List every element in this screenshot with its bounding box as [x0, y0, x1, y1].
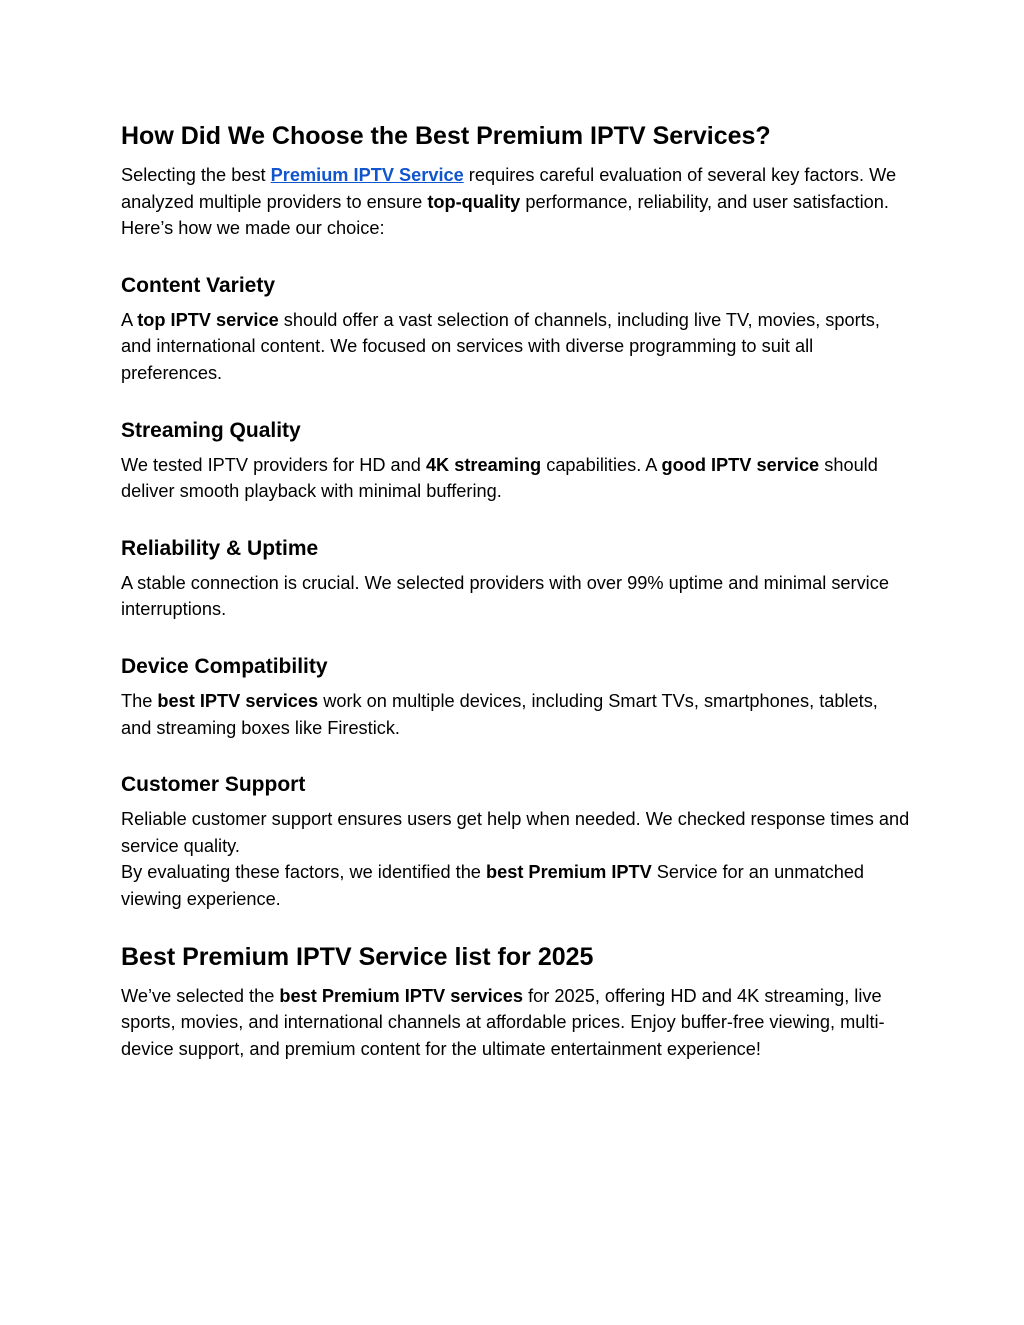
- content-variety-paragraph: [121, 307, 911, 387]
- streaming-quality-paragraph: [121, 452, 911, 505]
- heading-content-variety: Content Variety: [121, 273, 276, 297]
- best-list-paragraph: [121, 983, 911, 1063]
- bl-text-1: We’ve selected the: [121, 985, 280, 1006]
- dc-bold-best-iptv-services: best IPTV services: [157, 690, 319, 711]
- conclusion-bold-best-premium-iptv: best Premium IPTV: [485, 862, 652, 883]
- document-page: [121, 121, 911, 1062]
- bl-bold-best-premium-iptv-services: best Premium IPTV services: [279, 985, 524, 1006]
- cv-text-2: should offer a vast selection of channels, including live TV, movies, sports, and international content. We focused on services with diverse programming to suit all preferences.: [121, 309, 880, 383]
- conclusion-text-2: Service for an unmatched viewing experience.: [121, 862, 865, 909]
- conclusion-paragraph: [121, 859, 911, 912]
- heading-reliability-uptime: Reliability & Uptime: [121, 536, 319, 560]
- heading-device-compatibility: Device Compatibility: [121, 654, 328, 678]
- intro-paragraph: [121, 162, 911, 242]
- conclusion-text-1: By evaluating these factors, we identified the: [121, 862, 486, 883]
- bl-text-2: for 2025, offering HD and 4K streaming, live sports, movies, and international channels at affordable prices. Enjoy buffer-free viewing, multi-device support, and premium content for the ultimate entertainment experience!: [121, 985, 885, 1059]
- intro-text-3: performance, reliability, and user satisfaction. Here’s how we made our choice:: [121, 191, 889, 239]
- sq-bold-4k-streaming: 4K streaming: [425, 454, 542, 475]
- intro-bold-top-quality: top-quality: [427, 191, 521, 212]
- sq-text-2: capabilities. A: [541, 454, 662, 475]
- premium-iptv-service-link[interactable]: Premium IPTV Service: [270, 165, 464, 185]
- sq-text-1: We tested IPTV providers for HD and: [121, 454, 426, 475]
- dc-text-2: work on multiple devices, including Smart TVs, smartphones, tablets, and streaming boxes like Firestick.: [121, 690, 878, 738]
- sq-text-3: should deliver smooth playback with minimal buffering.: [121, 454, 878, 502]
- intro-text-2: requires careful evaluation of several key factors. We analyzed multiple providers to ensure: [121, 165, 897, 212]
- sq-bold-good-iptv-service: good IPTV service: [661, 454, 820, 475]
- device-compatibility-paragraph: [121, 688, 911, 741]
- heading-streaming-quality: Streaming Quality: [121, 418, 301, 442]
- section-title-how-we-choose: How Did We Choose the Best Premium IPTV Services?: [121, 122, 771, 150]
- customer-support-paragraph: Reliable customer support ensures users get help when needed. We checked response times and service quality.: [121, 809, 910, 856]
- cv-bold-top-iptv-service: top IPTV service: [137, 309, 279, 330]
- cv-text-1: A: [121, 309, 138, 330]
- heading-customer-support: Customer Support: [121, 773, 306, 797]
- intro-text-1: Selecting the best: [121, 165, 271, 185]
- reliability-paragraph: A stable connection is crucial. We selected providers with over 99% uptime and minimal service interruptions.: [121, 572, 889, 620]
- section-title-best-list-2025: Best Premium IPTV Service list for 2025: [121, 942, 594, 971]
- dc-text-1: The: [121, 690, 158, 711]
